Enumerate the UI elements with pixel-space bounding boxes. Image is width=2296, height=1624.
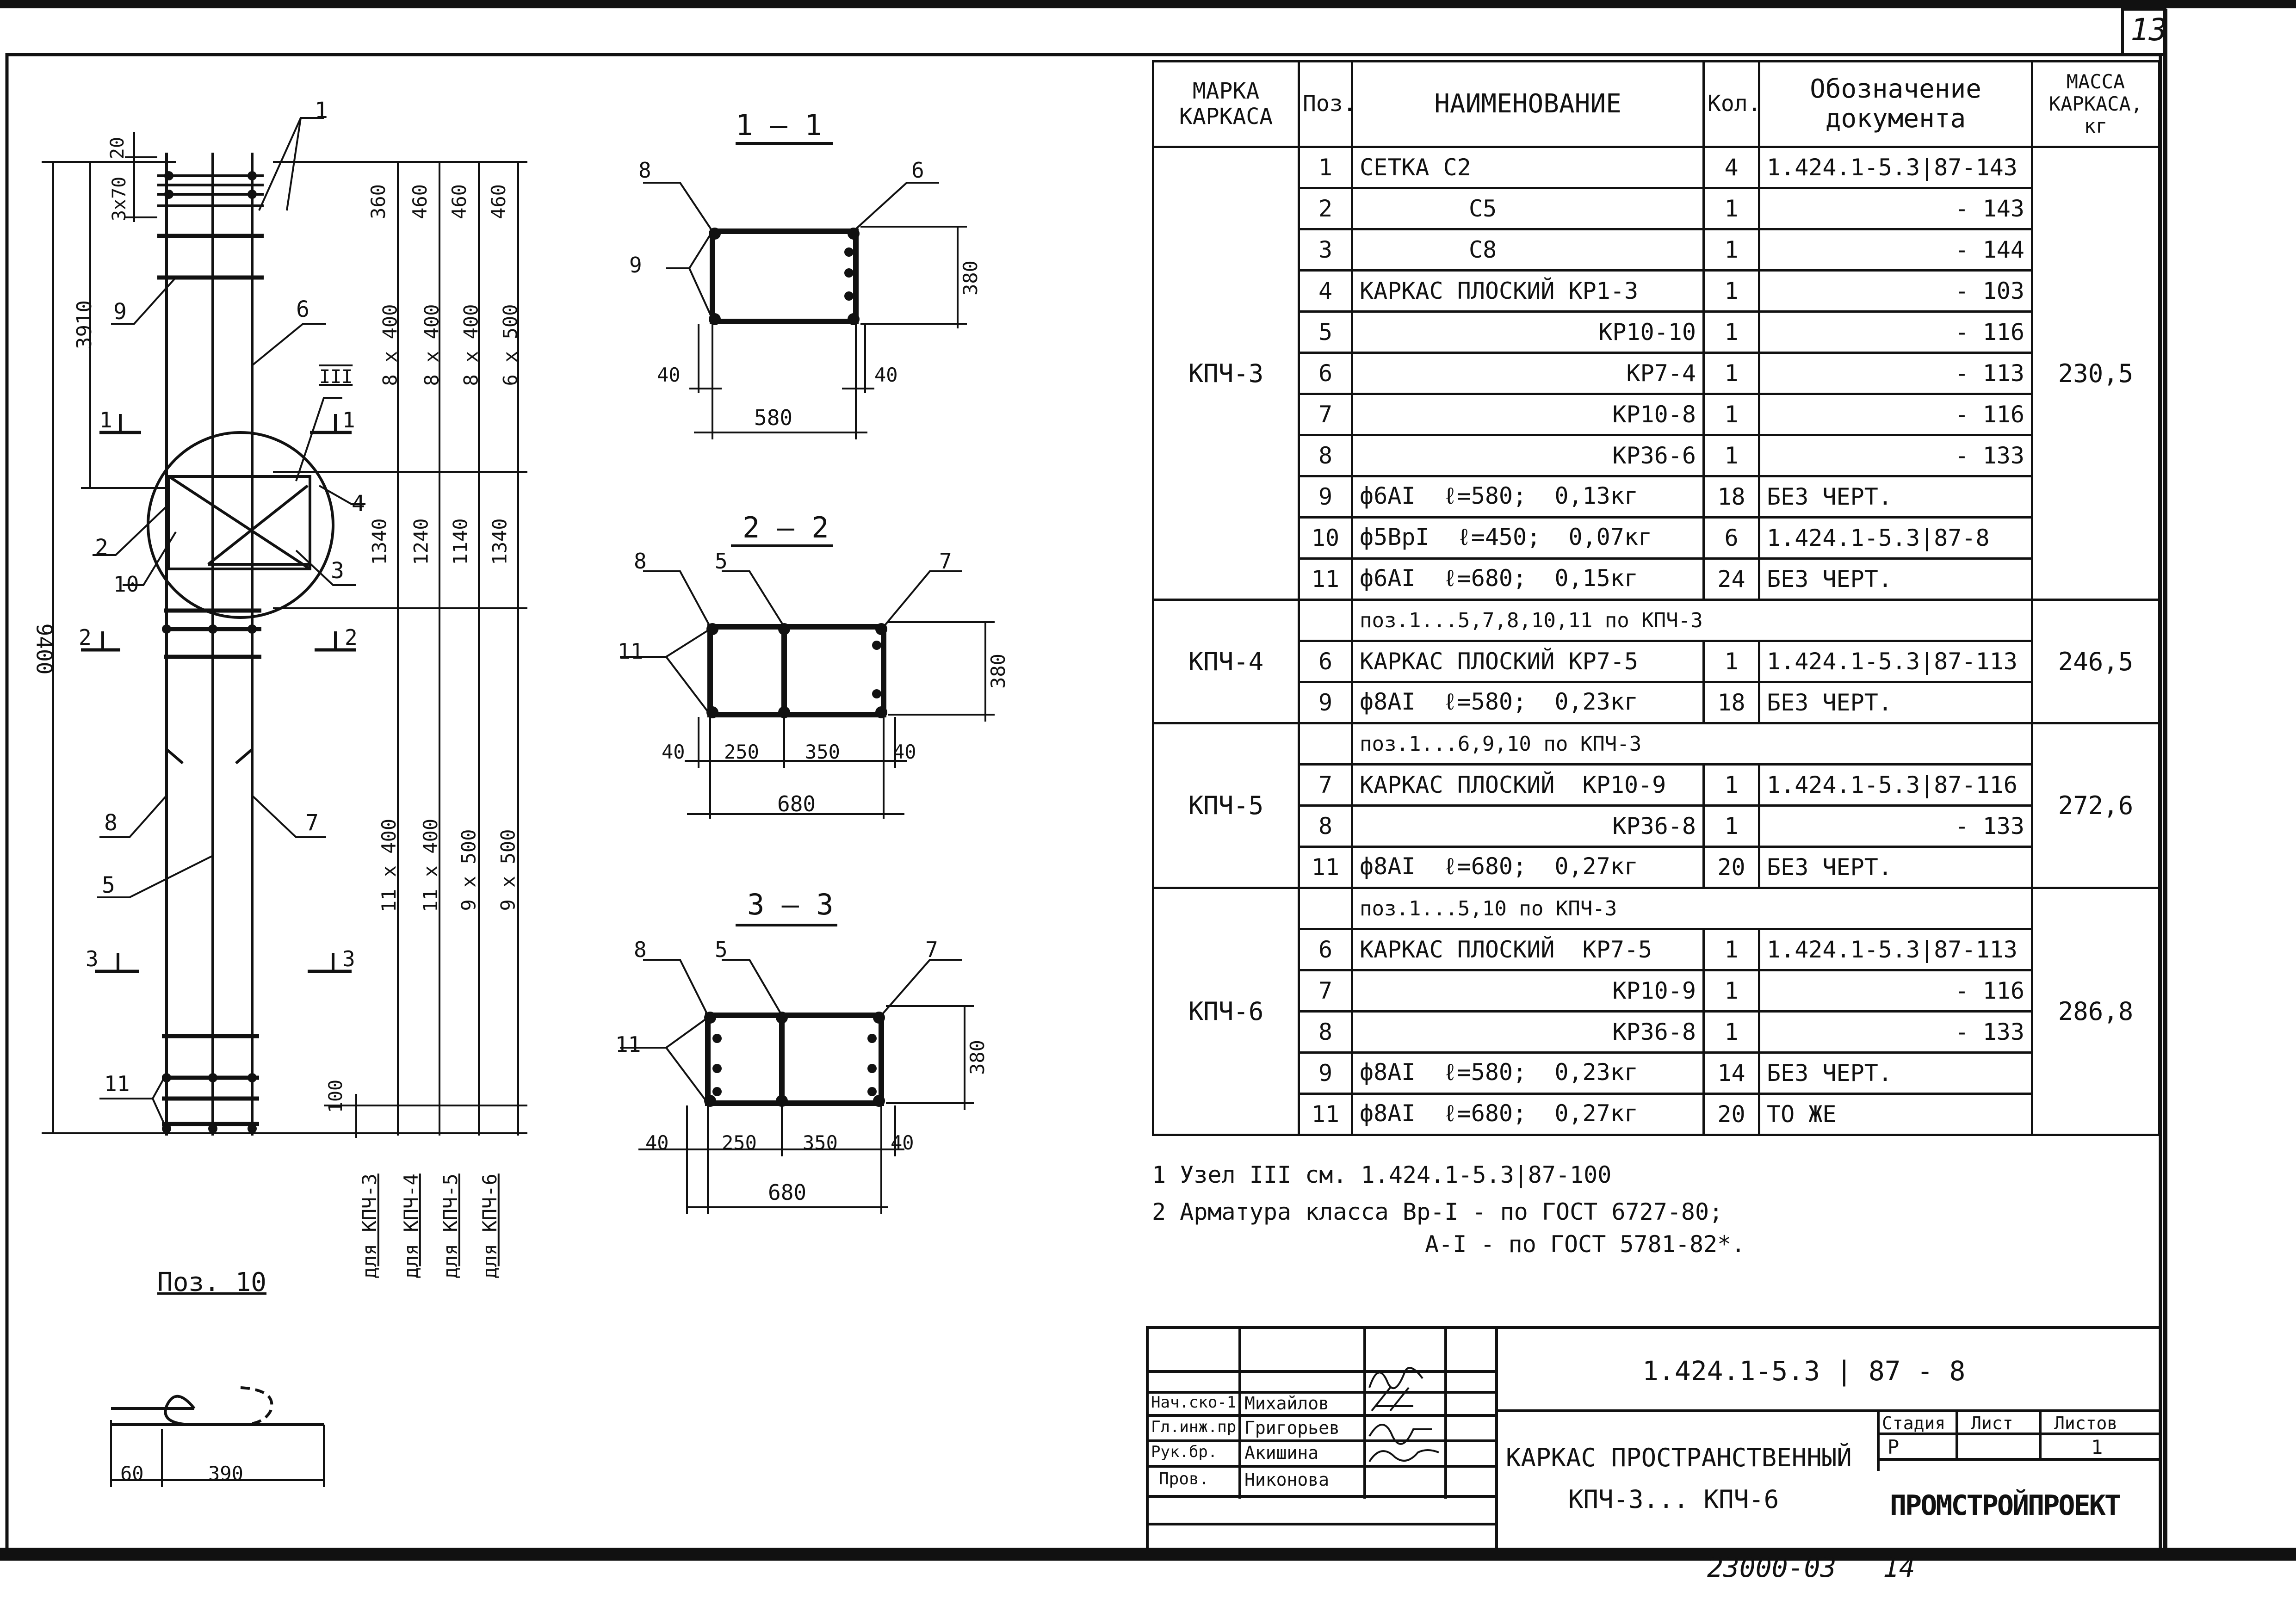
dimcol-1-v3: 1340 (368, 518, 391, 565)
sheets-value: 1 (2091, 1436, 2103, 1458)
footer-page: 14 (1883, 1552, 1915, 1583)
cell-doc: - 116 (1759, 394, 2032, 435)
cell-pos: 3 (1299, 229, 1352, 271)
cell-qty: 24 (1704, 559, 1759, 600)
cell-doc: - 143 (1759, 188, 2032, 229)
cell-qty: 1 (1704, 435, 1759, 476)
cell-qty: 1 (1704, 312, 1759, 353)
section-3-callout-11: 11 (615, 1032, 641, 1057)
cell-doc: - 133 (1759, 806, 2032, 847)
cell-pos: 8 (1299, 1012, 1352, 1053)
pos10-dim-390: 390 (208, 1462, 243, 1485)
cell-pos: 7 (1299, 394, 1352, 435)
cell-doc: - 103 (1759, 271, 2032, 312)
title-line-1: КАРКАС ПРОСТРАНСТВЕННЫЙ (1506, 1443, 1852, 1472)
dimcol-4-v3: 1340 (488, 518, 511, 565)
section-2-height: 380 (986, 654, 1009, 689)
group-mass: 272,6 (2032, 723, 2160, 888)
cell-pos: 6 (1299, 641, 1352, 682)
section-3-title: 3 – 3 (747, 888, 834, 921)
col-header-name: НАИМЕНОВАНИЕ (1352, 62, 1704, 147)
cell-name: КР36-6 (1352, 435, 1704, 476)
cell-doc: БЕЗ ЧЕРТ. (1759, 1053, 2032, 1094)
stage-value: Р (1888, 1436, 1900, 1458)
callout-11: 11 (104, 1071, 130, 1096)
section-1-dim-40a: 40 (657, 364, 681, 386)
group-mark: КПЧ-3 (1153, 147, 1299, 600)
section-2-callout-8: 8 (634, 549, 647, 574)
table-row (1153, 559, 2160, 600)
note-1: 1 Узел III см. 1.424.1-5.3|87-100 (1152, 1161, 1612, 1188)
person-role-1: Нач.ско-1 (1151, 1393, 1237, 1412)
cell-qty: 20 (1704, 1094, 1759, 1135)
callout-6: 6 (296, 296, 309, 322)
group-note: поз.1...5,7,8,10,11 по КПЧ-3 (1352, 600, 2032, 641)
cell-name: КР36-8 (1352, 1012, 1704, 1053)
dimcol-1-v4: 11 x 400 (378, 818, 401, 913)
callout-3: 3 (331, 558, 344, 584)
cell-qty: 18 (1704, 476, 1759, 518)
cell-doc: - 133 (1759, 1012, 2032, 1053)
group-mark: КПЧ-6 (1153, 888, 1299, 1135)
section-1-callout-9: 9 (629, 253, 642, 278)
section-2-dim-250: 250 (724, 741, 759, 763)
org-name: ПРОМСТРОЙПРОЕКТ (1890, 1489, 2120, 1522)
cell-qty: 1 (1704, 970, 1759, 1012)
cell-qty: 6 (1704, 518, 1759, 559)
group-mass: 286,8 (2032, 888, 2160, 1135)
person-role-3: Рук.бр. (1151, 1443, 1218, 1461)
cell-pos: 6 (1299, 353, 1352, 394)
section-3-dim-40b: 40 (891, 1131, 914, 1154)
table-row (1153, 271, 2160, 312)
cell-name: С5 (1352, 188, 1704, 229)
section-mark-1-right: 1 (342, 408, 355, 432)
section-3-dim-40a: 40 (645, 1131, 669, 1154)
cell-pos: 6 (1299, 929, 1352, 970)
cell-name: СЕТКА С2 (1352, 147, 1704, 188)
cell-doc: 1.424.1-5.3|87-143 (1759, 147, 2032, 188)
section-1-total: 580 (754, 405, 793, 430)
cell-pos: 9 (1299, 682, 1352, 723)
cell-pos: 7 (1299, 970, 1352, 1012)
section-1-dim-40b: 40 (874, 364, 898, 386)
cell-doc: БЕЗ ЧЕРТ. (1759, 682, 2032, 723)
col-header-doc: Обозначение документа (1759, 62, 2032, 147)
section-1-title: 1 – 1 (736, 108, 822, 142)
callout-4: 4 (352, 491, 365, 517)
cell-name: КАРКАС ПЛОСКИЙ КР10-9 (1352, 765, 1704, 806)
cell-name: ф8АI ℓ=580; 0,23кг (1352, 682, 1704, 723)
col-header-qty: Кол. (1704, 62, 1759, 147)
dimcol-2-v4: 11 x 400 (419, 818, 442, 913)
cell-name: КАРКАС ПЛОСКИЙ КР7-5 (1352, 929, 1704, 970)
cell-doc: БЕЗ ЧЕРТ. (1759, 847, 2032, 888)
col-header-mass: МАССА КАРКАСА, кг (2032, 62, 2160, 147)
cell-name: С8 (1352, 229, 1704, 271)
cell-doc: БЕЗ ЧЕРТ. (1759, 559, 2032, 600)
note-2: 2 Арматура класса Вр-I - по ГОСТ 6727-80; (1152, 1198, 1723, 1225)
cell-qty: 1 (1704, 229, 1759, 271)
dimcol-3-v3: 1140 (449, 518, 472, 565)
table-row (1153, 806, 2160, 847)
cell-pos: 11 (1299, 1094, 1352, 1135)
cell-doc: БЕЗ ЧЕРТ. (1759, 476, 2032, 518)
dimcol-2-v2: 8 x 400 (420, 304, 443, 386)
dimcol-2-v1: 460 (408, 184, 431, 219)
group-mass: 230,5 (2032, 147, 2160, 600)
cell-qty: 18 (1704, 682, 1759, 723)
cell-pos: 4 (1299, 271, 1352, 312)
section-3-callout-7: 7 (925, 937, 938, 962)
cell-pos: 2 (1299, 188, 1352, 229)
cell-qty: 1 (1704, 1012, 1759, 1053)
dimcol-3-v2: 8 x 400 (459, 304, 483, 386)
col-header-mark: МАРКА КАРКАСА (1153, 62, 1299, 147)
table-row (1153, 1012, 2160, 1053)
section-2-callout-5: 5 (715, 549, 728, 574)
person-name-1: Михайлов (1244, 1393, 1330, 1414)
section-1-callout-6: 6 (911, 158, 924, 183)
doc-code: 1.424.1-5.3 | 87 - 8 (1642, 1355, 1966, 1387)
cell-name: КР36-8 (1352, 806, 1704, 847)
cell-doc: - 116 (1759, 312, 2032, 353)
table-row (1153, 394, 2160, 435)
callout-8: 8 (104, 810, 118, 836)
note-3: А-I - по ГОСТ 5781-82*. (1425, 1231, 1745, 1258)
table-row (1153, 723, 2160, 765)
sheet-number: 13 (2130, 12, 2167, 48)
cell-name: КАРКАС ПЛОСКИЙ КР7-5 (1352, 641, 1704, 682)
cell-name: ф6АI ℓ=580; 0,13кг (1352, 476, 1704, 518)
cell-name: ф8АI ℓ=580; 0,23кг (1352, 1053, 1704, 1094)
dimcol-2-v3: 1240 (409, 518, 433, 565)
table-row (1153, 353, 2160, 394)
cell-name: ф8АI ℓ=680; 0,27кг (1352, 1094, 1704, 1135)
cell-pos: 1 (1299, 147, 1352, 188)
table-row (1153, 847, 2160, 888)
group-note: поз.1...6,9,10 по КПЧ-3 (1352, 723, 2032, 765)
cell-qty: 20 (1704, 847, 1759, 888)
cell-doc: 1.424.1-5.3|87-113 (1759, 929, 2032, 970)
dimcol-1-v2: 8 x 400 (378, 304, 402, 386)
cell-qty: 1 (1704, 188, 1759, 229)
cell-doc: - 144 (1759, 229, 2032, 271)
cell-name: КР10-9 (1352, 970, 1704, 1012)
footer-code: 23000-03 (1707, 1552, 1837, 1583)
stage-label: Стадия (1882, 1413, 1946, 1433)
section-1-height: 380 (959, 260, 982, 296)
cell-qty: 1 (1704, 806, 1759, 847)
table-row (1153, 765, 2160, 806)
table-row (1153, 888, 2160, 929)
pos10-dim-60: 60 (120, 1462, 144, 1485)
person-name-2: Григорьев (1244, 1418, 1340, 1438)
table-row (1153, 1094, 2160, 1135)
cell-qty: 1 (1704, 765, 1759, 806)
cell-pos: 8 (1299, 435, 1352, 476)
cell-name: КАРКАС ПЛОСКИЙ КР1-3 (1352, 271, 1704, 312)
section-3-total: 680 (768, 1180, 807, 1205)
table-row (1153, 970, 2160, 1012)
section-1-callout-8: 8 (638, 158, 651, 183)
dimcol-2-caption: для КПЧ-4 (399, 1173, 422, 1279)
cell-name: ф8АI ℓ=680; 0,27кг (1352, 847, 1704, 888)
table-row (1153, 147, 2160, 188)
cell-qty: 1 (1704, 271, 1759, 312)
table-row (1153, 929, 2160, 970)
callout-2: 2 (95, 535, 108, 561)
callout-1: 1 (315, 98, 328, 123)
cell-pos: 8 (1299, 806, 1352, 847)
cell-doc: 1.424.1-5.3|87-8 (1759, 518, 2032, 559)
person-role-4: Пров. (1159, 1470, 1209, 1488)
table-row (1153, 476, 2160, 518)
sheet-label: Лист (1971, 1413, 2013, 1433)
dimcol-4-v2: 6 x 500 (499, 304, 522, 386)
cell-qty: 1 (1704, 641, 1759, 682)
cell-pos: 11 (1299, 559, 1352, 600)
section-3-dim-350: 350 (803, 1131, 838, 1154)
table-row (1153, 435, 2160, 476)
section-mark-3-right: 3 (342, 946, 355, 971)
node-label: III (319, 366, 353, 388)
person-name-4: Никонова (1244, 1470, 1330, 1490)
cell-pos: 9 (1299, 1053, 1352, 1094)
table-row (1153, 188, 2160, 229)
section-mark-3-left: 3 (86, 946, 99, 971)
dimcol-3-v1: 460 (447, 184, 470, 219)
title-line-2: КПЧ-3... КПЧ-6 (1568, 1485, 1779, 1514)
cell-name: КР10-10 (1352, 312, 1704, 353)
section-2-callout-11: 11 (618, 639, 644, 664)
callout-10: 10 (113, 572, 139, 597)
dimcol-3-v4: 9 x 500 (457, 829, 480, 911)
col-header-pos: Поз. (1299, 62, 1352, 147)
table-row (1153, 518, 2160, 559)
cell-pos: 11 (1299, 847, 1352, 888)
dimcol-4-caption: для КПЧ-6 (478, 1173, 501, 1279)
cell-doc: - 116 (1759, 970, 2032, 1012)
cell-qty: 14 (1704, 1053, 1759, 1094)
person-name-3: Акишина (1244, 1443, 1319, 1463)
section-2-title: 2 – 2 (743, 511, 829, 544)
section-mark-2-left: 2 (79, 625, 92, 650)
section-2-dim-40b: 40 (893, 741, 916, 763)
pos10-title: Поз. 10 (157, 1267, 267, 1297)
table-row (1153, 312, 2160, 353)
cell-doc: - 133 (1759, 435, 2032, 476)
dimcol-4-v1: 460 (487, 184, 510, 219)
section-2-dim-350: 350 (805, 741, 840, 763)
cell-doc: - 113 (1759, 353, 2032, 394)
cell-doc: ТО ЖЕ (1759, 1094, 2032, 1135)
group-note: поз.1...5,10 по КПЧ-3 (1352, 888, 2032, 929)
cell-name: ф5ВрI ℓ=450; 0,07кг (1352, 518, 1704, 559)
group-mark: КПЧ-4 (1153, 600, 1299, 723)
cell-pos: 9 (1299, 476, 1352, 518)
table-row (1153, 229, 2160, 271)
cell-pos: 7 (1299, 765, 1352, 806)
section-2-dim-40a: 40 (662, 741, 685, 763)
person-role-2: Гл.инж.пр (1151, 1418, 1237, 1436)
dimcol-1-v1: 360 (366, 184, 390, 219)
section-3-height: 380 (965, 1040, 989, 1075)
dimcol-3-caption: для КПЧ-5 (439, 1173, 462, 1279)
dim-100: 100 (325, 1079, 347, 1113)
callout-5: 5 (102, 872, 115, 898)
cell-doc: 1.424.1-5.3|87-113 (1759, 641, 2032, 682)
table-row (1153, 1053, 2160, 1094)
dimcol-4-v4: 9 x 500 (496, 829, 520, 911)
section-3-dim-250: 250 (722, 1131, 757, 1154)
section-3-callout-8: 8 (634, 937, 647, 962)
section-2-total: 680 (777, 791, 816, 816)
cell-pos: 10 (1299, 518, 1352, 559)
group-mark: КПЧ-5 (1153, 723, 1299, 888)
specification-table (1152, 60, 2160, 1136)
section-mark-1-left: 1 (99, 408, 112, 432)
sheets-label: Листов (2054, 1413, 2118, 1433)
cell-name: КР10-8 (1352, 394, 1704, 435)
table-row (1153, 682, 2160, 723)
cell-pos: 5 (1299, 312, 1352, 353)
group-mass: 246,5 (2032, 600, 2160, 723)
cell-qty: 1 (1704, 353, 1759, 394)
callout-7: 7 (305, 810, 319, 836)
section-2-callout-7: 7 (939, 549, 952, 574)
cell-qty: 1 (1704, 929, 1759, 970)
section-mark-2-right: 2 (345, 625, 358, 650)
callout-9: 9 (113, 299, 127, 325)
dim-3x70: 3x70 (109, 176, 130, 222)
table-row (1153, 641, 2160, 682)
section-3-callout-5: 5 (715, 937, 728, 962)
cell-doc: 1.424.1-5.3|87-116 (1759, 765, 2032, 806)
cell-name: КР7-4 (1352, 353, 1704, 394)
dimcol-1-caption: для КПЧ-3 (358, 1173, 381, 1279)
dim-9400: 9400 (31, 623, 57, 675)
cell-name: ф6АI ℓ=680; 0,15кг (1352, 559, 1704, 600)
table-row (1153, 600, 2160, 641)
cell-qty: 1 (1704, 394, 1759, 435)
dim-3910: 3910 (72, 300, 96, 349)
dim-20: 20 (107, 136, 129, 160)
cell-qty: 4 (1704, 147, 1759, 188)
